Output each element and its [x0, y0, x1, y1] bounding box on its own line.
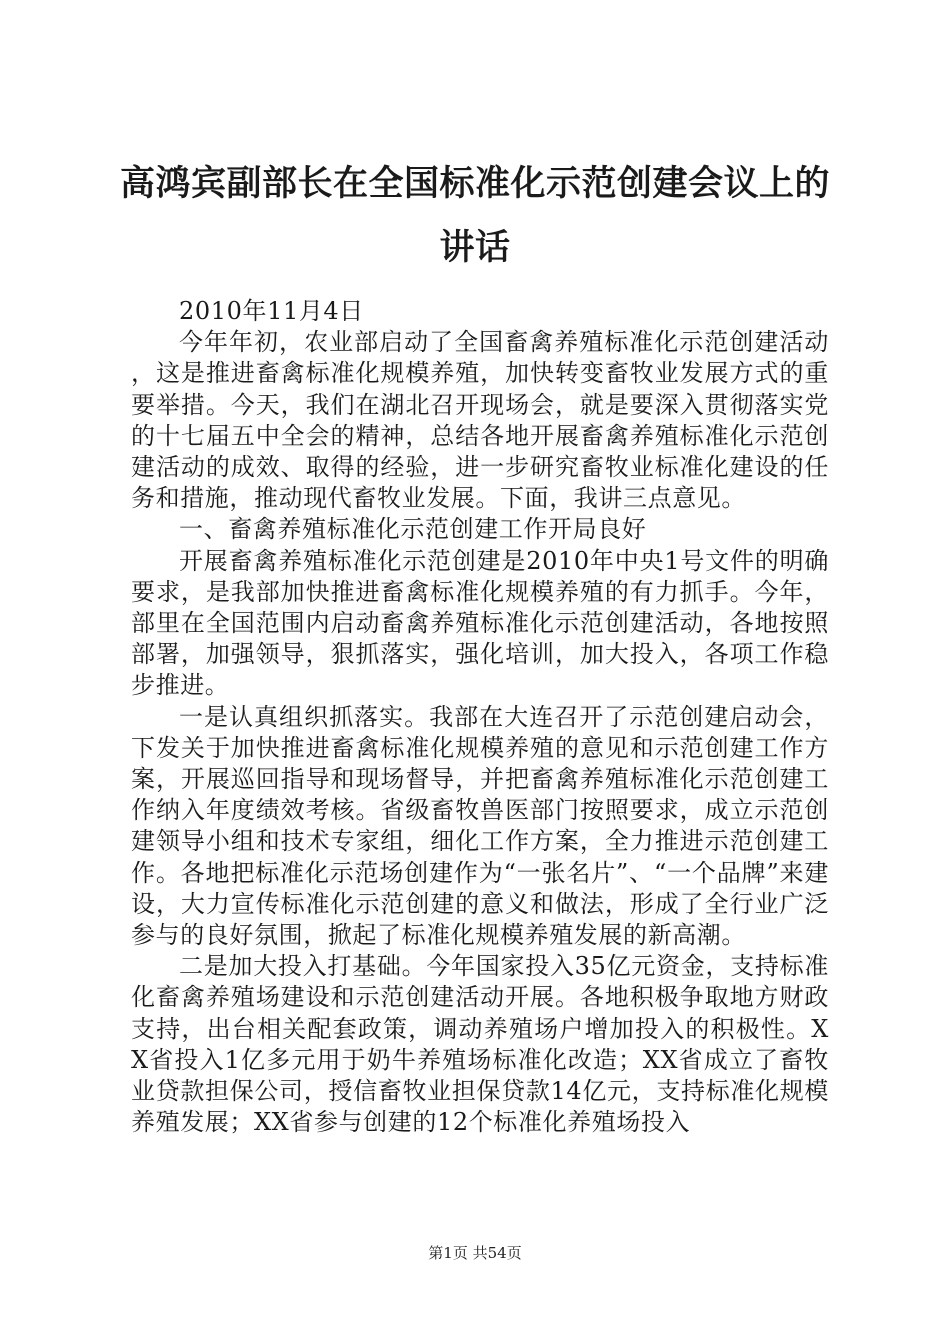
document-title-line-2: 讲话	[439, 228, 511, 268]
speech-date: 2010年11月4日	[179, 297, 364, 325]
paragraph-intro: 今年年初，农业部启动了全国畜禽养殖标准化示范创建活动，这是推进畜禽标准化规模养殖，加快转变畜牧业发展方式的重要举措。今天，我们在湖北召开现场会，就是要深入贯彻落实党的十七届五中全会的精神，总结各地开展畜禽养殖标准化示范创建活动的成效、取得的经验，进一步研究畜牧业标准化建设的任务和措施，推动现代畜牧业发展。下面，我讲三点意见。	[131, 328, 829, 513]
paragraph-point-1: 一是认真组织抓落实。我部在大连召开了示范创建启动会，下发关于加快推进畜禽标准化规模养殖的意见和示范创建工作方案，开展巡回指导和现场督导，并把畜禽养殖标准化示范创建工作纳入年度绩效考核。省级畜牧兽医部门按照要求，成立示范创建领导小组和技术专家组，细化工作方案，全力推进示范创建工作。各地把标准化示范场创建作为“一张名片”、“一个品牌”来建设，大力宣传标准化示范创建的意义和做法，形成了全行业广泛参与的良好氛围，掀起了标准化规模养殖发展的新高潮。	[131, 702, 829, 950]
paragraph-point-2: 二是加大投入打基础。今年国家投入35亿元资金，支持标准化畜禽养殖场建设和示范创建活动开展。各地积极争取地方财政支持，出台相关配套政策，调动养殖场户增加投入的积极性。XX省投入1亿多元用于奶牛养殖场标准化改造；XX省成立了畜牧业贷款担保公司，授信畜牧业担保贷款14亿元，支持标准化规模养殖发展；XX省参与创建的12个标准化养殖场投入	[131, 952, 829, 1137]
document-title-line-1: 高鸿宾副部长在全国标准化示范创建会议上的	[119, 164, 830, 204]
document-body	[131, 296, 829, 1138]
paragraph-section-1-overview: 开展畜禽养殖标准化示范创建是2010年中央1号文件的明确要求，是我部加快推进畜禽标准化规模养殖的有力抓手。今年，部里在全国范围内启动畜禽养殖标准化示范创建活动，各地按照部署，加强领导，狠抓落实，强化培训，加大投入，各项工作稳步推进。	[131, 546, 829, 700]
section-heading-1: 一、畜禽养殖标准化示范创建工作开局良好	[179, 515, 647, 544]
page-number-footer: 第1页 共54页	[428, 1244, 522, 1262]
